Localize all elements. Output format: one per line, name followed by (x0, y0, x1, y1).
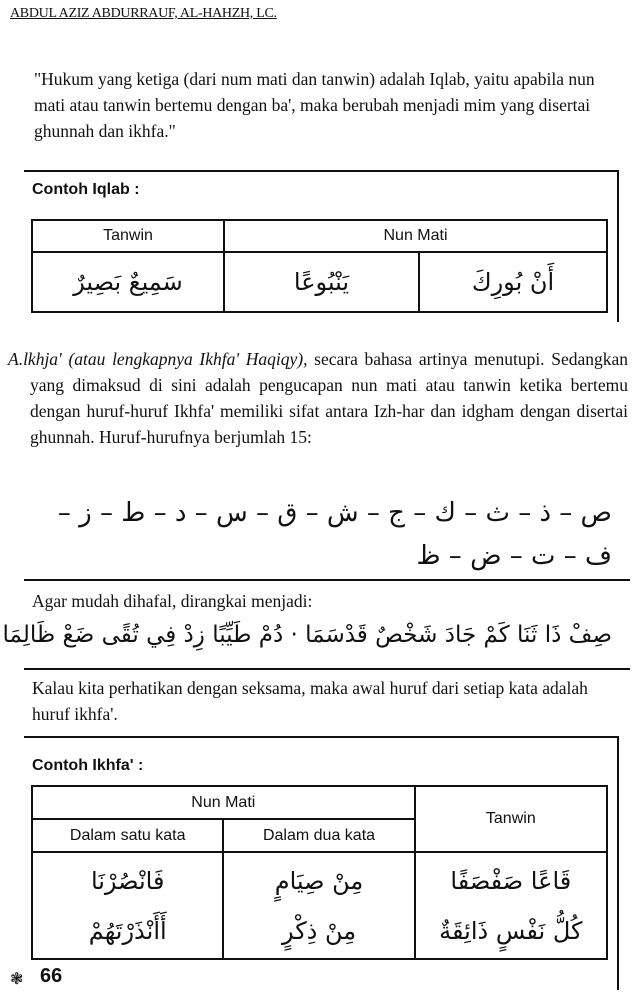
mnemonic-intro: Agar mudah dihafal, dirangkai menjadi: (32, 591, 313, 611)
box-top-line (24, 170, 618, 172)
iqlab-example-label: Contoh Iqlab : (32, 181, 140, 198)
ikhfa-example-tanwin-1: قَاعًا صَفْصَفًا (450, 866, 572, 895)
ikhfa-definition (8, 346, 628, 450)
ikhfa-letters-line-2: ف – ت – ض – ظ (416, 541, 612, 571)
ikhfa-col-dua-kata (223, 852, 414, 959)
iqlab-cell-nun-2: أَنْ بُورِكَ (419, 252, 607, 312)
box-border-right-2 (617, 736, 619, 990)
ikhfa-example-satu-1: فَانْصُرْنَا (90, 866, 165, 895)
ikhfa-header-tanwin: Tanwin (415, 786, 607, 852)
ikhfa-letters-line-1: ص – ذ – ث – ك – ج – ش – ق – س – د – ط – ز – (57, 498, 612, 528)
iqlab-cell-nun-1: يَنْبُوعًا (224, 252, 419, 312)
box-top-line-2 (24, 736, 618, 738)
footer-ornament-icon: ❃ (10, 971, 24, 988)
ikhfa-term: A.lkhja' (atau lengkapnya Ikhfa' Haqiqy), (8, 349, 308, 369)
mnemonic-arabic: صِفْ ذَا ثَنَا كَمْ جَادَ شَخْصٌ قَدْسَمَا · دُمْ طَيِّبًا زِدْ فِي تُقًى ضَعْ ظَالِمَا (2, 622, 612, 648)
ikhfa-header-dua-kata: Dalam dua kata (223, 819, 414, 852)
iqlab-table (31, 219, 608, 313)
iqlab-header-nun-mati: Nun Mati (224, 220, 607, 252)
iqlab-definition-quote: "Hukum yang ketiga (dari num mati dan tanwin) adalah Iqlab, yaitu apabila nun mati atau tanwin bertemu dengan ba', maka berubah menjadi mim yang disertai ghunnah dan ikhfa." (34, 69, 595, 141)
ikhfa-col-tanwin (415, 852, 607, 959)
iqlab-cell-tanwin: سَمِيعٌ بَصِيرٌ (32, 252, 224, 312)
ikhfa-example-dua-2: مِنْ ذِكْرٍ (281, 916, 357, 945)
ikhfa-example-satu-2: أَأَنْذَرْتَهُمْ (88, 916, 167, 945)
ikhfa-example-label: Contoh Ikhfa' : (32, 757, 144, 774)
ikhfa-header-satu-kata: Dalam satu kata (32, 819, 223, 852)
iqlab-header-tanwin: Tanwin (32, 220, 224, 252)
ikhfa-header-nun-mati: Nun Mati (32, 786, 415, 819)
ikhfa-example-tanwin-2: كُلُّ نَفْسٍ ذَائِقَةٌ (439, 916, 583, 945)
divider-line (24, 579, 630, 581)
box-border-right (617, 170, 619, 322)
divider-line-2 (24, 668, 630, 670)
running-header: ABDUL AZIZ ABDURRAUF, AL-HAHZH, LC. (10, 6, 277, 21)
ikhfa-note: Kalau kita perhatikan dengan seksama, maka awal huruf dari setiap kata adalah huruf ikhfa'. (32, 678, 588, 724)
ikhfa-definition-text: secara bahasa artinya menutupi. Sedangkan yang dimaksud di sini adalah pengucapan nun mati atau tanwin ketika bertemu dengan huruf-huruf Ikhfa' memiliki sifat antara Izh-har dan idgham dengan disertai ghunnah. Huruf-hurufnya berjumlah 15: (30, 349, 629, 447)
ikhfa-table (31, 785, 608, 960)
ikhfa-col-satu-kata (32, 852, 223, 959)
page-number: 66 (40, 965, 63, 987)
ikhfa-example-dua-1: مِنْ صِيَامٍ (274, 866, 364, 895)
